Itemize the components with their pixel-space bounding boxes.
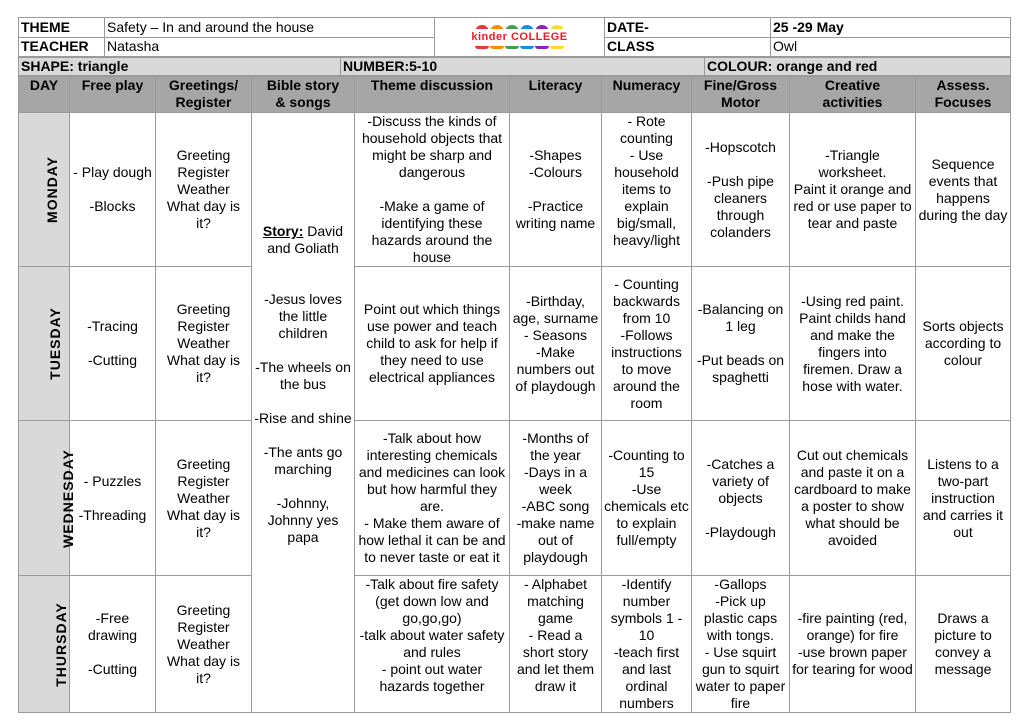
weekly-grid — [18, 76, 1011, 713]
assess-cell: Sequence events that happens during the day — [916, 113, 1011, 267]
teacher-label: TEACHER — [19, 37, 105, 57]
theme-value: Safety – In and around the house — [105, 18, 435, 38]
col-greetings: Greetings/ Register — [156, 77, 252, 113]
day-name: MONDAY — [43, 156, 60, 223]
day-label — [19, 576, 70, 713]
greetings-cell: Greeting Register Weather What day is it? — [156, 267, 252, 421]
colour-of-week: COLOUR: orange and red — [705, 58, 1011, 76]
literacy-cell: - Alphabet matching game - Read a short story and let them draw it — [510, 576, 602, 713]
literacy-cell: -Birthday, age, surname - Seasons -Make numbers out of playdough — [510, 267, 602, 421]
table-row — [19, 421, 1011, 576]
free-play-cell: -Tracing -Cutting — [70, 267, 156, 421]
lesson-plan-sheet — [18, 17, 1010, 713]
story-label: Story: — [262, 223, 304, 239]
shape-of-week: SHAPE: triangle — [19, 58, 341, 76]
assess-cell: Listens to a two-part instruction and carries it out — [916, 421, 1011, 576]
numeracy-cell: - Rote counting - Use household items to explain big/small, heavy/light — [602, 113, 692, 267]
motor-cell: -Catches a variety of objects -Playdough — [692, 421, 790, 576]
day-label — [19, 267, 70, 421]
motor-cell: -Hopscotch -Push pipe cleaners through colanders — [692, 113, 790, 267]
logo-text: kinder COLLEGE — [468, 29, 570, 46]
teacher-value: Natasha — [105, 37, 435, 57]
bible-story — [254, 223, 352, 257]
motor-cell: -Gallops -Pick up plastic caps with tongs. - Use squirt gun to squirt water to paper fire — [692, 576, 790, 713]
col-free-play: Free play — [70, 77, 156, 113]
assess-cell: Draws a picture to convey a message — [916, 576, 1011, 713]
free-play-cell: - Play dough -Blocks — [70, 113, 156, 267]
literacy-cell: -Months of the year -Days in a week -ABC song -make name out of playdough — [510, 421, 602, 576]
free-play-cell: -Free drawing -Cutting — [70, 576, 156, 713]
greetings-cell: Greeting Register Weather What day is it? — [156, 113, 252, 267]
table-row — [19, 576, 1011, 713]
theme-cell: -Talk about fire safety (get down low and go,go,go) -talk about water safety and rules - point out water hazards together — [355, 576, 510, 713]
literacy-cell: -Shapes -Colours -Practice writing name — [510, 113, 602, 267]
greetings-cell: Greeting Register Weather What day is it? — [156, 576, 252, 713]
col-literacy: Literacy — [510, 77, 602, 113]
table-row — [19, 113, 1011, 267]
bible-cell — [252, 113, 355, 713]
header-table — [18, 17, 1011, 57]
numeracy-cell: - Counting backwards from 10 -Follows instructions to move around the room — [602, 267, 692, 421]
day-name: WEDNESDAY — [59, 448, 76, 548]
story-text: David and Goliath — [267, 223, 344, 256]
theme-cell: Point out which things use power and teach child to ask for help if they need to use electrical appliances — [355, 267, 510, 421]
col-numeracy: Numeracy — [602, 77, 692, 113]
creative-cell: Cut out chemicals and paste it on a cardboard to make a poster to show what should be avoided — [790, 421, 916, 576]
col-theme-discussion: Theme discussion — [355, 77, 510, 113]
free-play-cell: - Puzzles -Threading — [70, 421, 156, 576]
col-bible: Bible story & songs — [252, 77, 355, 113]
creative-cell: -Using red paint. Paint childs hand and make the fingers into firemen. Draw a hose with water. — [790, 267, 916, 421]
numeracy-cell: -Identify number symbols 1 - 10 -teach first and last ordinal numbers — [602, 576, 692, 713]
bible-songs: -Jesus loves the little children -The wheels on the bus -Rise and shine -The ants go marching -Johnny, Johnny yes papa — [254, 291, 352, 545]
date-value: 25 -29 May — [771, 18, 1011, 38]
day-label — [19, 113, 70, 267]
theme-label: THEME — [19, 18, 105, 38]
theme-cell: -Talk about how interesting chemicals and medicines can look but how harmful they are. - Make them aware of how lethal it can be and to never taste or eat it — [355, 421, 510, 576]
assess-cell: Sorts objects according to colour — [916, 267, 1011, 421]
col-creative: Creative activities — [790, 77, 916, 113]
col-day: DAY — [19, 77, 70, 113]
day-label — [19, 421, 76, 576]
creative-cell: -fire painting (red, orange) for fire -use brown paper for tearing for wood — [790, 576, 916, 713]
greetings-cell: Greeting Register Weather What day is it? — [156, 421, 252, 576]
focus-bar — [18, 57, 1011, 76]
table-row — [19, 267, 1011, 421]
theme-cell: -Discuss the kinds of household objects that might be sharp and dangerous -Make a game of identifying these hazards around the house — [355, 113, 510, 267]
number-of-week: NUMBER:5-10 — [341, 58, 705, 76]
col-motor: Fine/Gross Motor — [692, 77, 790, 113]
numeracy-cell: -Counting to 15 -Use chemicals etc to explain full/empty — [602, 421, 692, 576]
creative-cell: -Triangle worksheet. Paint it orange and red or use paper to tear and paste — [790, 113, 916, 267]
motor-cell: -Balancing on 1 leg -Put beads on spaghetti — [692, 267, 790, 421]
class-label: CLASS — [605, 37, 771, 57]
date-label: DATE- — [605, 18, 771, 38]
logo — [435, 18, 605, 57]
day-name: TUESDAY — [46, 307, 63, 380]
col-assess: Assess. Focuses — [916, 77, 1011, 113]
day-name: THURSDAY — [52, 601, 69, 687]
class-value: Owl — [771, 37, 1011, 57]
